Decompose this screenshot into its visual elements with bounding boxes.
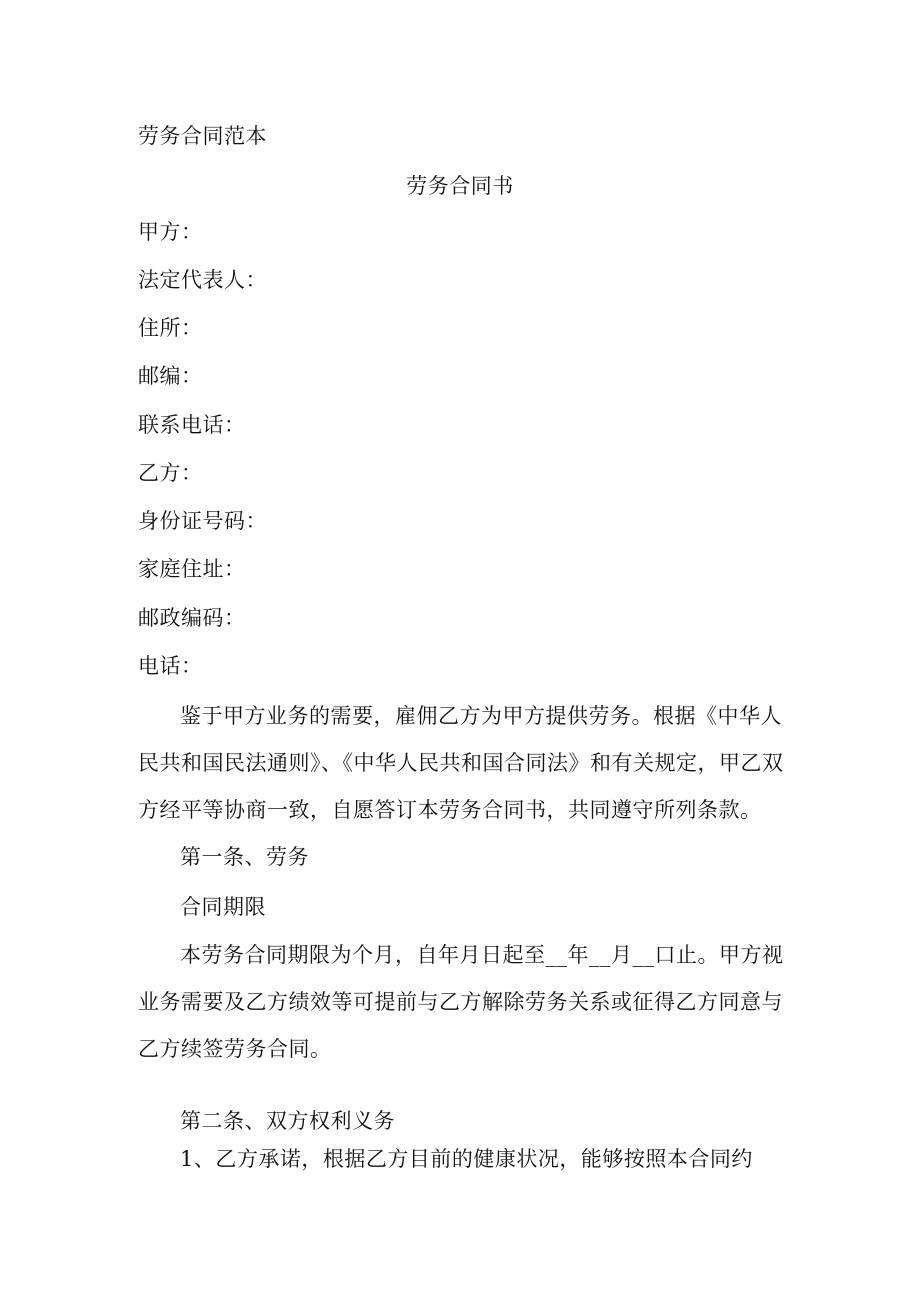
- field-legal-representative: 法定代表人：: [138, 268, 267, 292]
- field-address: 住所：: [138, 316, 203, 340]
- field-party-b: 乙方：: [138, 461, 203, 485]
- field-id-number: 身份证号码：: [138, 509, 267, 533]
- intro-paragraph: 鉴于甲方业务的需要，雇佣乙方为甲方提供劳务。根据《中华人民共和国民法通则》、《中华人民共和国合同法》和有关规定，甲乙双方经平等协商一致，自愿答订本劳务合同书，共同遵守所列条款。: [138, 704, 784, 822]
- field-postcode: 邮编：: [138, 364, 203, 388]
- article-2-heading: 第二条、双方权利义务: [180, 1109, 395, 1133]
- article-1-subheading: 合同期限: [180, 895, 266, 919]
- article-1-body: 本劳务合同期限为个月，自年月日起至__年__月__口止。甲方视业务需要及乙方绩效等可提前与乙方解除劳务关系或征得乙方同意与乙方续签劳务合同。: [138, 943, 784, 1061]
- article-2-item-1: 1、乙方承诺，根据乙方目前的健康状况，能够按照本合同约: [180, 1147, 753, 1171]
- document-title: 劳务合同书: [406, 174, 514, 198]
- field-contact-phone: 联系电话：: [138, 413, 246, 437]
- field-home-address: 家庭住址：: [138, 557, 246, 581]
- field-phone: 电话：: [138, 654, 203, 678]
- article-1-heading: 第一条、劳务: [180, 845, 309, 869]
- field-postal-code: 邮政编码：: [138, 606, 246, 630]
- document-label: 劳务合同范本: [138, 124, 267, 148]
- field-party-a: 甲方：: [138, 220, 203, 244]
